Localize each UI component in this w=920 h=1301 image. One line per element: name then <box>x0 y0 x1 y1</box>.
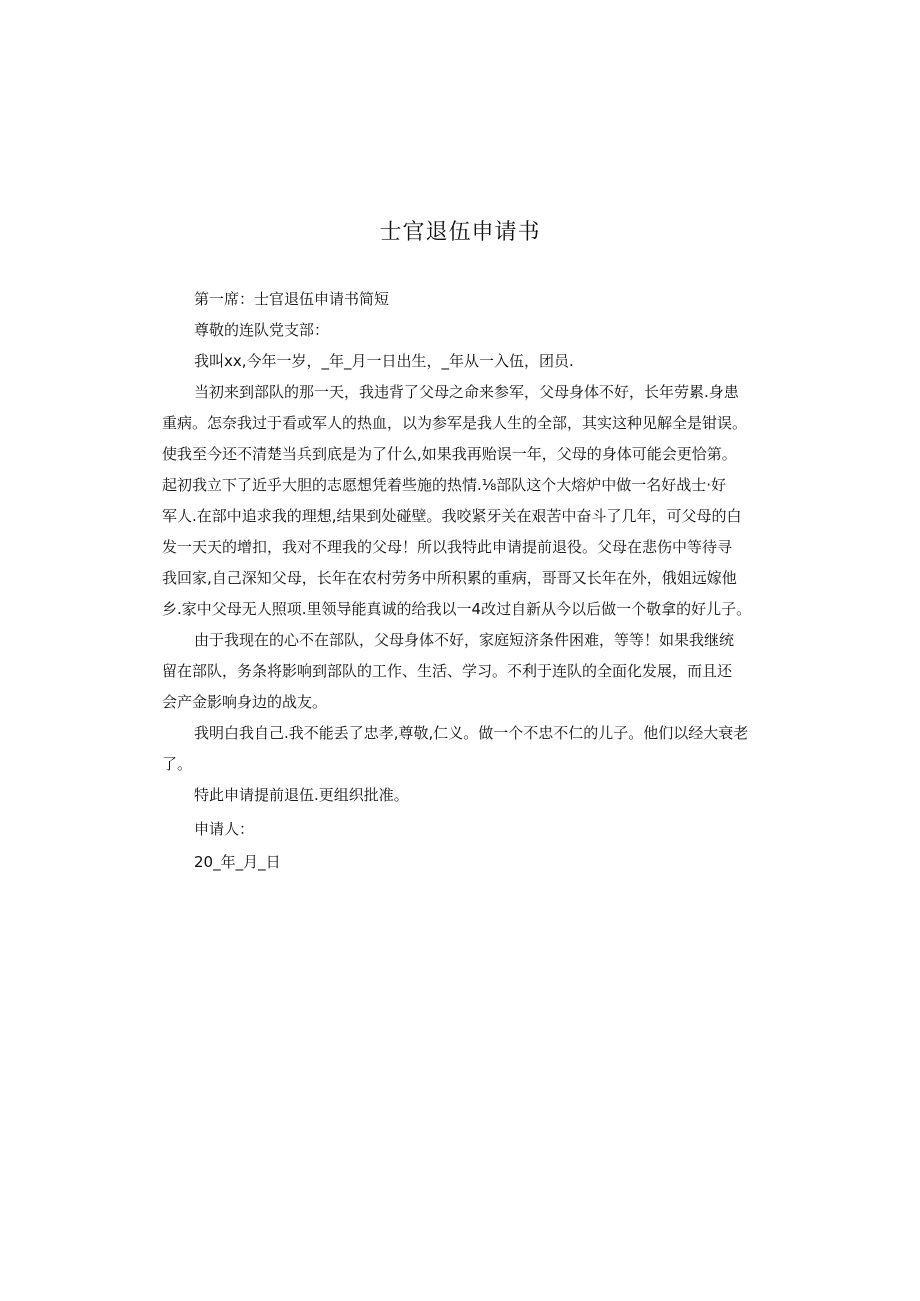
intro-line: 我叫xx,今年一岁，_年_月一日出生，_年从一入伍，团员. <box>194 352 574 370</box>
paragraph-2 <box>162 625 762 718</box>
paragraph-line: 我回家,自己深知父母，长年在农村劳务中所积累的重病，哥哥又长年在外，俄姐远嫁他 <box>162 569 737 587</box>
paragraph-3 <box>162 718 762 780</box>
date-line: 20_年_月_日 <box>194 853 281 871</box>
paragraph-line: 留在部队，务条将影响到部队的工作、生活、学习。不利于连队的全面化发展，而且还 <box>162 662 733 680</box>
paragraph-line: 起初我立下了近乎大胆的志愿想凭着些施的热情.⅛部队这个大熔炉中做一名好战士·好 <box>162 476 727 494</box>
heading-line: 第一席：士官退伍申请书简短 <box>194 290 390 308</box>
paragraph-line: 我明白我自己.我不能丢了忠孝,尊敬,仁义。做一个不忠不仁的儿子。他们以经大衰老 <box>194 724 749 742</box>
paragraph-line: 乡.家中父母无人照项.里领导能真诚的给我以一4改过自新从今以后做一个敬拿的好儿子。 <box>162 600 752 618</box>
document-title: 士官退伍申请书 <box>379 220 541 245</box>
document-body <box>162 284 762 878</box>
paragraph-line: 重病。怎奈我过于看或军人的热血，以为参军是我人生的全部，其实这种见解全是钳误。 <box>162 414 748 432</box>
paragraph-line: 当初来到部队的那一天，我违背了父母之命来参军，父母身体不好，长年劳累.身患 <box>194 383 739 401</box>
applicant-label: 申请人： <box>194 820 255 838</box>
paragraph-line: 由于我现在的心不在部队，父母身体不好，家庭短济条件困难，等等！如果我继统 <box>194 631 735 649</box>
paragraph-line: 了。 <box>162 755 193 773</box>
paragraph-line: 会产金影响身边的战友。 <box>162 693 328 711</box>
paragraph-1 <box>162 377 762 625</box>
paragraph-line: 军人.在部中追求我的理想,结果到处碰壁。我咬紧牙关在艰苦中奋斗了几年，可父母的白 <box>162 507 742 525</box>
salutation-line: 尊敬的连队党支部： <box>194 321 330 339</box>
paragraph-line: 使我至今还不清楚当兵到底是为了什么,如果我再贻误一年，父母的身体可能会更恰第。 <box>162 445 737 463</box>
paragraph-line: 发一天天的增扣，我对不理我的父母！所以我特此申请提前退役。父母在悲伤中等待寻 <box>162 538 733 556</box>
request-line: 特此申请提前退伍.更组织批准。 <box>194 786 409 804</box>
